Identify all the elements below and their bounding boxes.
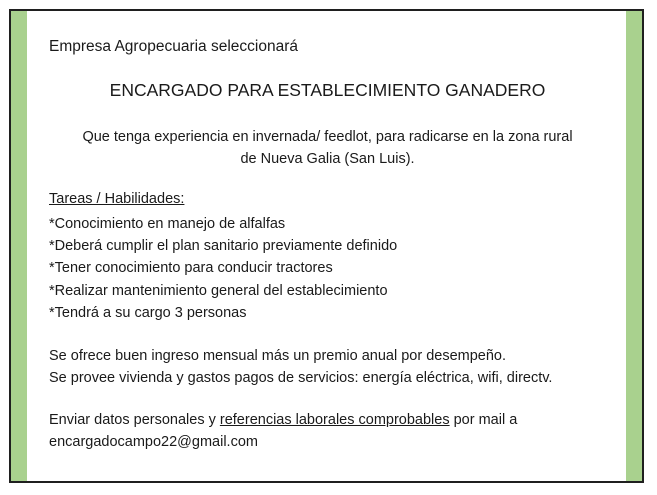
job-title: ENCARGADO PARA ESTABLECIMIENTO GANADERO: [109, 80, 546, 100]
posting-content: [47, 11, 608, 481]
description-line-1: Que tenga experiencia en invernada/ feedlot, para radicarse en la zona rural: [82, 129, 573, 145]
contact-line-1: [49, 409, 517, 431]
job-description: [47, 126, 608, 170]
task-item: *Realizar mantenimiento general del establecimiento: [49, 282, 388, 299]
job-posting-frame: [9, 9, 644, 483]
contact-section: [49, 409, 517, 453]
contact-references: referencias laborales comprobables: [219, 412, 450, 428]
offer-line-2: Se provee vivienda y gastos pagos de servicios: energía eléctrica, wifi, directv.: [49, 370, 553, 386]
tasks-heading: Tareas / Habilidades:: [49, 191, 185, 207]
company-line: Empresa Agropecuaria seleccionará: [49, 38, 298, 55]
task-item: *Deberá cumplir el plan sanitario previamente definido: [49, 238, 398, 255]
task-list: [49, 213, 397, 324]
contact-email[interactable]: encargadocampo22@gmail.com: [49, 434, 258, 450]
offer-line-1: Se ofrece buen ingreso mensual más un premio anual por desempeño.: [49, 348, 507, 364]
right-green-band: [626, 11, 642, 481]
contact-prefix: Enviar datos personales y: [49, 412, 220, 428]
offer-section: [49, 345, 552, 389]
left-green-band: [11, 11, 27, 481]
description-line-2: de Nueva Galia (San Luis).: [240, 151, 415, 167]
contact-suffix: por mail a: [449, 412, 518, 428]
task-item: *Tener conocimiento para conducir tractores: [49, 260, 333, 277]
task-item: *Tendrá a su cargo 3 personas: [49, 304, 247, 321]
task-item: *Conocimiento en manejo de alfalfas: [49, 216, 286, 232]
